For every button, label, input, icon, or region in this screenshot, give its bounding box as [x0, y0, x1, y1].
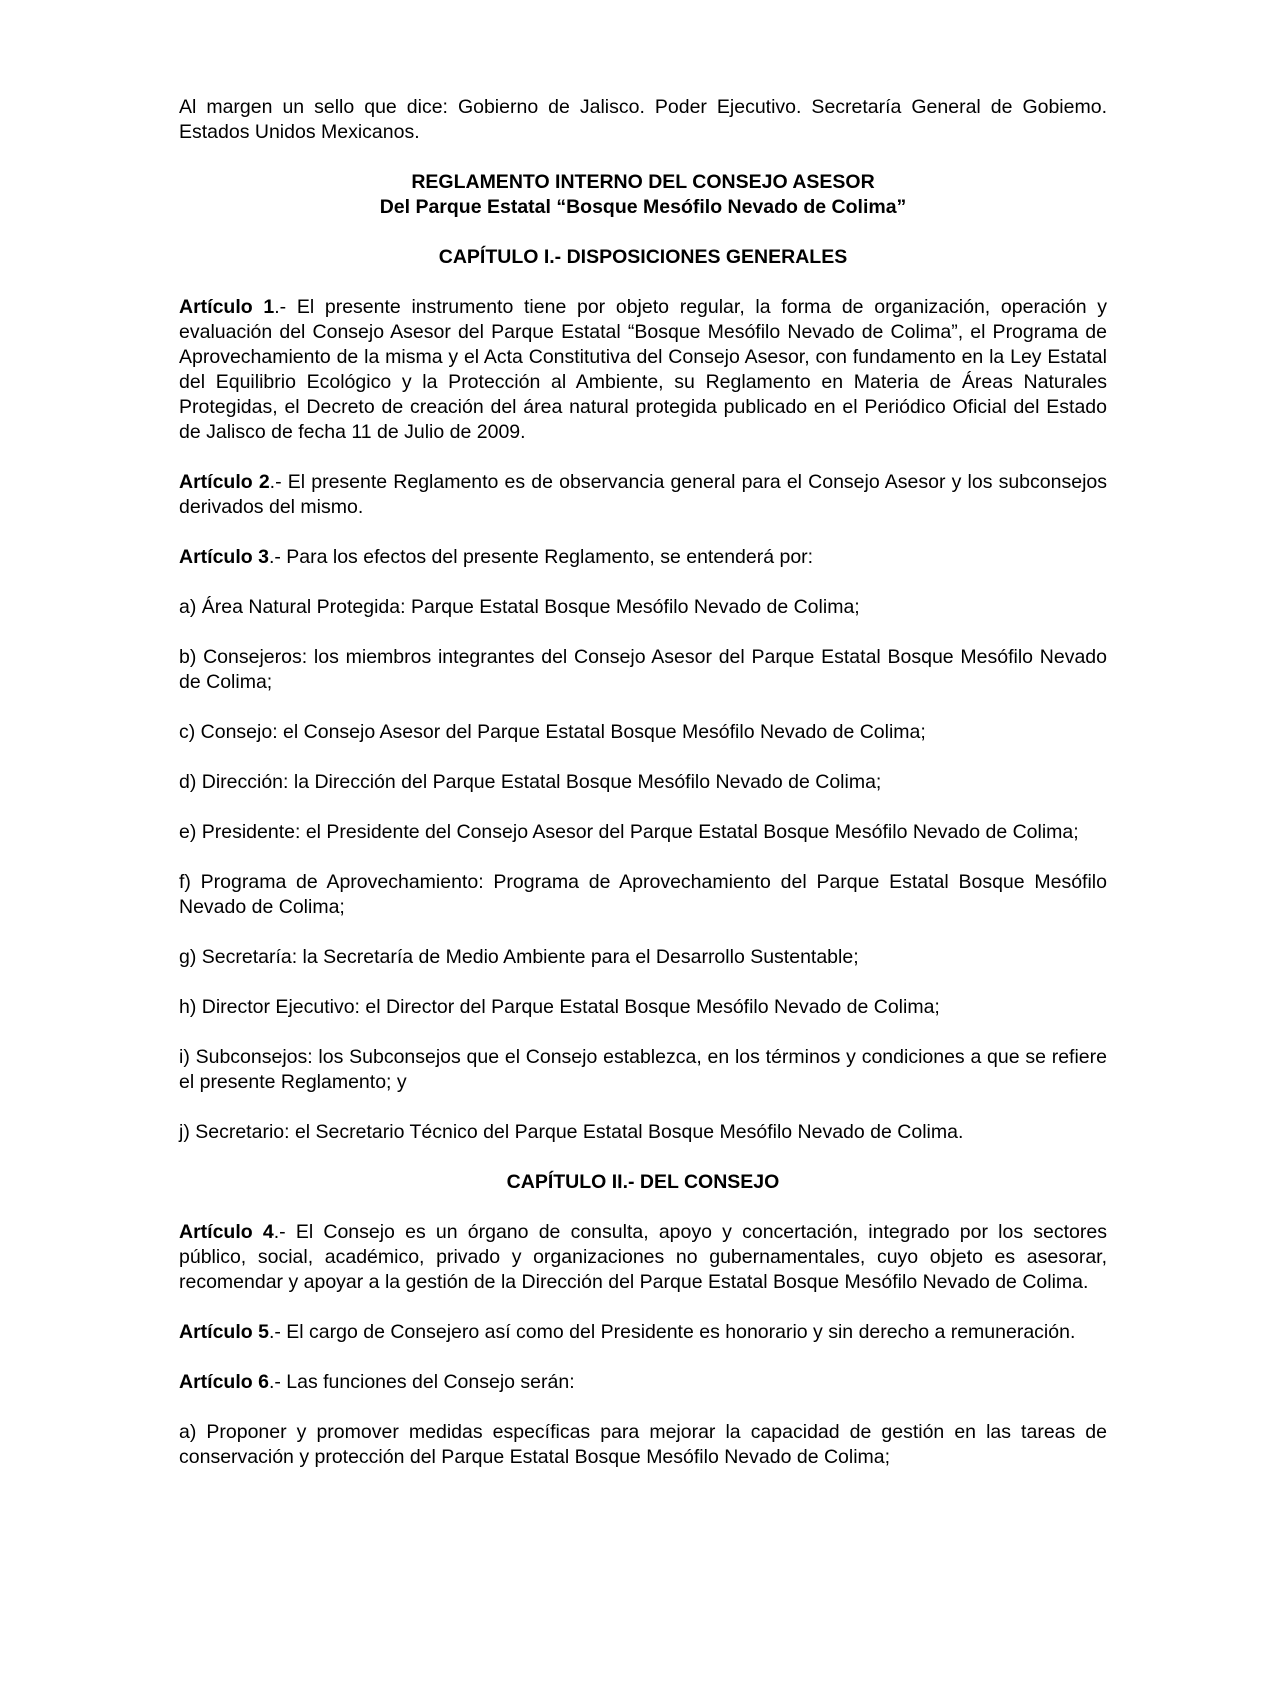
margin-note: Al margen un sello que dice: Gobierno de Jalisco. Poder Ejecutivo. Secretaría General de Gobiemo. Estados Unidos Mexicanos. — [179, 96, 1107, 143]
definition-item: a) Área Natural Protegida: Parque Estatal Bosque Mesófilo Nevado de Colima; — [179, 596, 860, 618]
title-line-1: REGLAMENTO INTERNO DEL CONSEJO ASESOR — [411, 171, 875, 193]
definition-item: f) Programa de Aprovechamiento: Programa de Aprovechamiento del Parque Estatal Bosque Mesófilo Nevado de Colima; — [179, 871, 1107, 918]
definition-item: c) Consejo: el Consejo Asesor del Parque Estatal Bosque Mesófilo Nevado de Colima; — [179, 721, 926, 743]
chapter-1-heading: CAPÍTULO I.- DISPOSICIONES GENERALES — [438, 246, 848, 268]
definition-item: d) Dirección: la Dirección del Parque Estatal Bosque Mesófilo Nevado de Colima; — [179, 771, 882, 793]
article-1 — [179, 295, 1107, 445]
article-3 — [179, 545, 1107, 570]
article-5-text: .- El cargo de Consejero así como del Presidente es honorario y sin derecho a remuneración. — [268, 1321, 1076, 1343]
function-item: a) Proponer y promover medidas específicas para mejorar la capacidad de gestión en las tareas de conservación y protección del Parque Estatal Bosque Mesófilo Nevado de Colima; — [179, 1421, 1107, 1468]
document-title — [179, 170, 1107, 220]
article-6-label: Artículo 6 — [179, 1371, 269, 1393]
definition-item: i) Subconsejos: los Subconsejos que el Consejo establezca, en los términos y condiciones a que se refiere el presente Reglamento; y — [179, 1046, 1107, 1093]
article-6-text: .- Las funciones del Consejo serán: — [268, 1371, 575, 1393]
article-2 — [179, 470, 1107, 520]
article-3-text: .- Para los efectos del presente Reglamento, se entenderá por: — [268, 546, 814, 568]
document-page — [179, 95, 1107, 1470]
article-4-text: .- El Consejo es un órgano de consulta, apoyo y concertación, integrado por los sectores público, social, académico, privado y organizaciones no gubernamentales, cuyo objeto es asesorar, recomendar y apoyar a la gestión de la Dirección del Parque Estatal Bosque Mesófilo Nevado de Colima. — [179, 1221, 1107, 1293]
article-1-label: Artículo 1 — [179, 296, 275, 318]
definition-item: h) Director Ejecutivo: el Director del Parque Estatal Bosque Mesófilo Nevado de Colima; — [179, 996, 940, 1018]
article-4 — [179, 1220, 1107, 1295]
definition-item: g) Secretaría: la Secretaría de Medio Ambiente para el Desarrollo Sustentable; — [179, 946, 859, 968]
article-4-label: Artículo 4 — [179, 1221, 274, 1243]
definition-item: j) Secretario: el Secretario Técnico del Parque Estatal Bosque Mesófilo Nevado de Colima. — [179, 1121, 964, 1143]
definition-item: b) Consejeros: los miembros integrantes del Consejo Asesor del Parque Estatal Bosque Mesófilo Nevado de Colima; — [179, 646, 1107, 693]
title-line-2: Del Parque Estatal “Bosque Mesófilo Nevado de Colima” — [379, 196, 907, 218]
article-1-text: .- El presente instrumento tiene por objeto regular, la forma de organización, operación y evaluación del Consejo Asesor del Parque Estatal “Bosque Mesófilo Nevado de Colima”, el Programa de Aprovechamiento de la misma y el Acta Constitutiva del Consejo Asesor, con fundamento en la Ley Estatal del Equilibrio Ecológico y la Protección al Ambiente, su Reglamento en Materia de Áreas Naturales Protegidas, el Decreto de creación del área natural protegida publicado en el Periódico Oficial del Estado de Jalisco de fecha 11 de Julio de 2009. — [179, 296, 1108, 443]
article-2-label: Artículo 2 — [179, 471, 270, 493]
article-5 — [179, 1320, 1107, 1345]
article-6 — [179, 1370, 1107, 1395]
chapter-2-heading: CAPÍTULO II.- DEL CONSEJO — [506, 1171, 780, 1193]
definition-item: e) Presidente: el Presidente del Consejo Asesor del Parque Estatal Bosque Mesófilo Nevado de Colima; — [179, 821, 1079, 843]
article-5-label: Artículo 5 — [179, 1321, 269, 1343]
article-2-text: .- El presente Reglamento es de observancia general para el Consejo Asesor y los subconsejos derivados del mismo. — [179, 471, 1107, 518]
article-3-label: Artículo 3 — [179, 546, 269, 568]
